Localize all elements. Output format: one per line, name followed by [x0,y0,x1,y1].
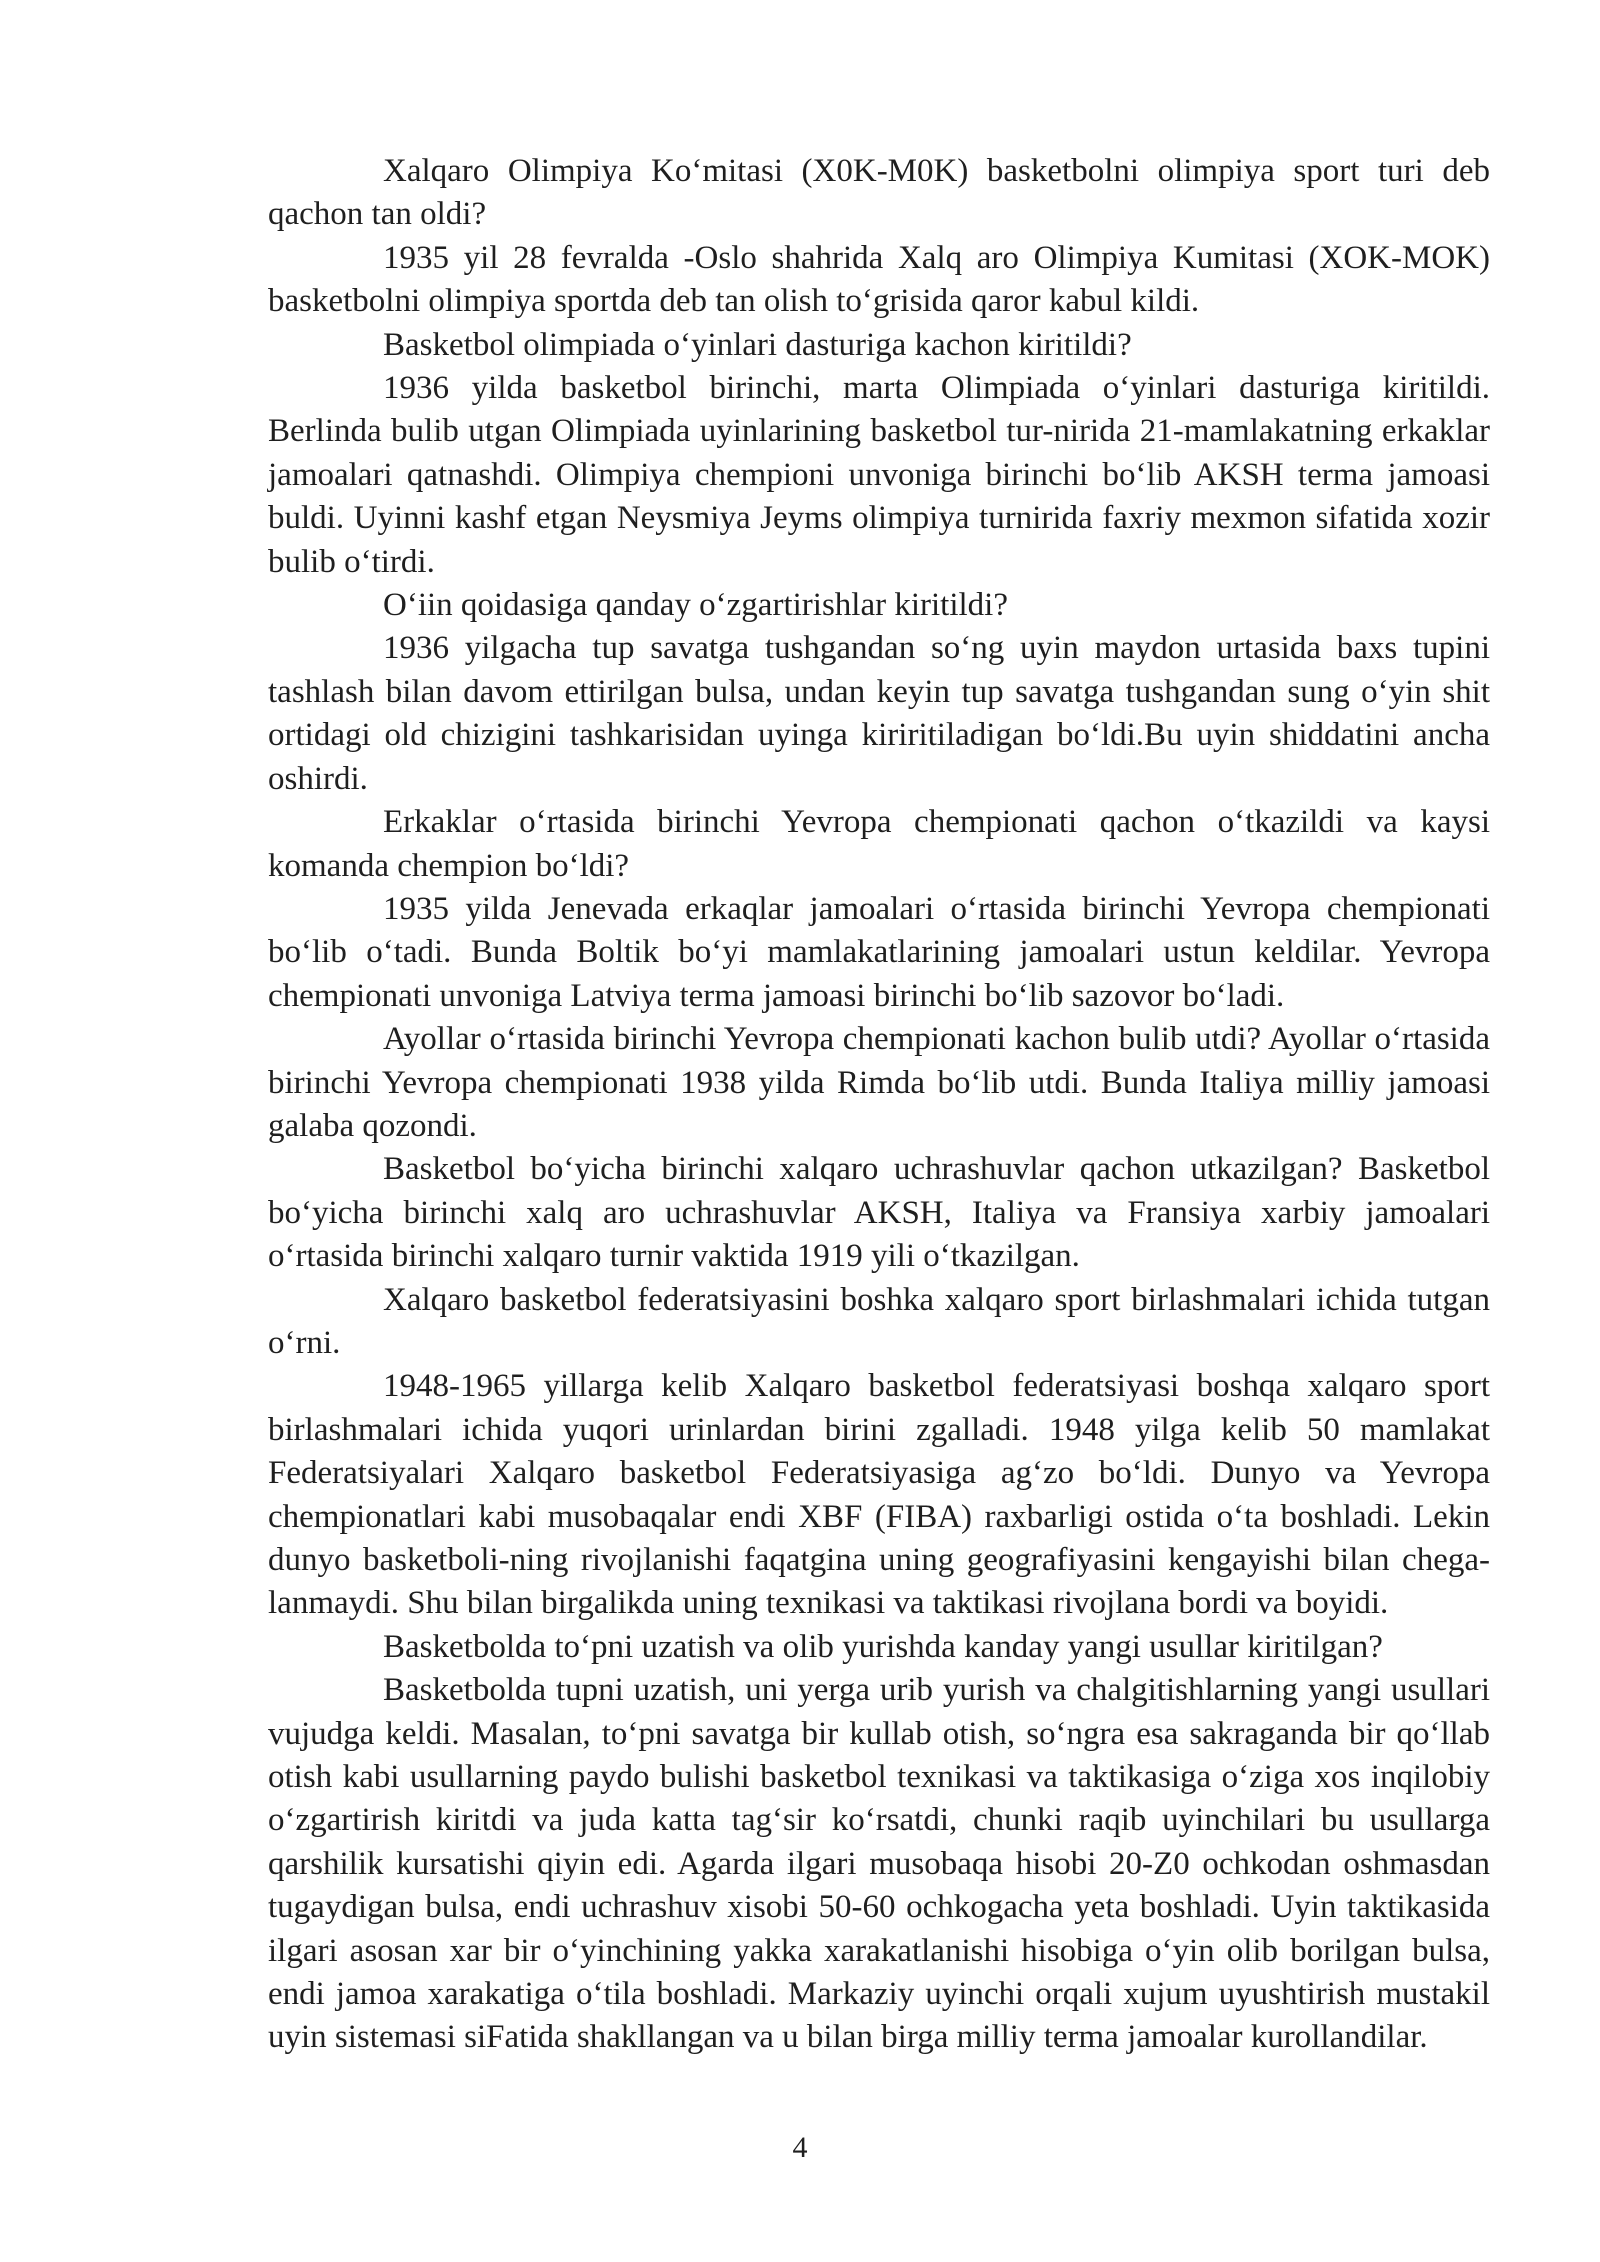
paragraph-answer-mens-european-championship: 1935 yilda Jenevada erkaqlar jamoalari oʻrtasida birinchi Yevropa chempionati boʻlib oʻtadi. Bunda Boltik boʻyi mamlakatlarining jamoalari ustun keldilar. Yevropa chempionati unvoniga Latviya terma jamoasi birinchi boʻlib sazovor boʻladi. [268,890,1490,1014]
paragraph-question-rule-changes: Oʻiin qoidasiga qanday oʻzgartirishlar kiritildi? [383,587,1008,624]
page-number: 4 [792,2131,808,2164]
paragraph-answer-olympic-program: 1936 yilda basketbol birinchi, marta Olimpiada oʻyinlari dasturiga kiritildi. Berlinda bulib utgan Olimpiada uyinlarining basketbol tur-nirida 21-mamlakatning erkaklar jamoalari qatnashdi. Olimpiya chempioni unvoniga birinchi boʻlib AKSH terma jamoasi buldi. Uyinni kashf etgan Neysmiya Jeyms olimpiya turnirida faxriy mexmon sifatida xozir bulib oʻtirdi. [268,370,1490,580]
paragraph-question-ioc-recognition: Xalqaro Olimpiya Koʻmitasi (X0K-M0K) basketbolni olimpiya sport turi deb qachon tan oldi? [268,153,1490,233]
paragraph-question-fiba-role: Xalqaro basketbol federatsiyasini boshka xalqaro sport birlashmalari ichida tutgan oʻrni. [268,1281,1490,1361]
paragraph-question-mens-european-championship: Erkaklar oʻrtasida birinchi Yevropa chempionati qachon oʻtkazildi va kaysi komanda chempion boʻldi? [268,804,1490,884]
paragraph-answer-passing-dribbling: Basketbolda tupni uzatish, uni yerga urib yurish va chalgitishlarning yangi usullari vujudga keldi. Masalan, toʻpni savatga bir kullab otish, soʻngra esa sakraganda bir qoʻllab otish kabi usullarning paydo bulishi basketbol texnikasi va taktikasiga oʻziga xos inqilobiy oʻzgartirish kiritdi va juda katta tagʻsir koʻrsatdi, chunki raqib uyinchilari bu usullarga qarshilik kursatishi qiyin edi. Agarda ilgari musobaqa hisobi 20-Z0 ochkodan oshmasdan tugaydigan bulsa, endi uchrashuv xisobi 50-60 ochkogacha yeta boshladi. Uyin taktikasida ilgari asosan xar bir oʻyinchining yakka xarakatlanishi hisobiga oʻyin olib borilgan bulsa, endi jamoa xarakatiga oʻtila boshladi. Markaziy uyinchi orqali xujum uyushtirish mustakil uyin sistemasi siFatida shakllangan va u bilan birga milliy terma jamoalar kurollandilar. [268,1672,1490,2056]
paragraph-first-international-matches: Basketbol boʻyicha birinchi xalqaro uchrashuvlar qachon utkazilgan? Basketbol boʻyicha birinchi xalq aro uchrashuvlar AKSH, Italiya va Fransiya xarbiy jamoalari oʻrtasida birinchi xalqaro turnir vaktida 1919 yili oʻtkazilgan. [268,1151,1490,1275]
body-text [268,150,1490,2060]
paragraph-answer-ioc-recognition: 1935 yil 28 fevralda -Oslo shahrida Xalq aro Olimpiya Kumitasi (XOK-MOK) basketbolni olimpiya sportda deb tan olish toʻgrisida qaror kabul kildi. [268,239,1490,320]
paragraph-womens-european-championship: Ayollar oʻrtasida birinchi Yevropa chempionati kachon bulib utdi? Ayollar oʻrtasida birinchi Yevropa chempionati 1938 yilda Rimda boʻlib utdi. Bunda Italiya milliy jamoasi galaba qozondi. [268,1021,1490,1144]
paragraph-question-passing-dribbling: Basketbolda toʻpni uzatish va olib yurishda kanday yangi usullar kiritilgan? [383,1628,1383,1665]
paragraph-question-olympic-program: Basketbol olimpiada oʻyinlari dasturiga kachon kiritildi? [383,326,1132,363]
paragraph-answer-fiba-role: 1948-1965 yillarga kelib Xalqaro basketbol federatsiyasi boshqa xalqaro sport birlashmalari ichida yuqori urinlardan birini zgalladi. 1948 yilga kelib 50 mamlakat Federatsiyalari Xalqaro basketbol Federatsiyasiga agʻzo boʻldi. Dunyo va Yevropa chempionatlari kabi musobaqalar endi XBF (FIBA) raxbarligi ostida oʻta boshladi. Lekin dunyo basketboli-ning rivojlanishi faqatgina uning geografiyasini kengayishi bilan chega-lanmaydi. Shu bilan birgalikda uning texnikasi va taktikasi rivojlana bordi va boyidi. [268,1368,1490,1622]
paragraph-answer-rule-changes: 1936 yilgacha tup savatga tushgandan soʻng uyin maydon urtasida baxs tupini tashlash bilan davom ettirilgan bulsa, undan keyin tup savatga tushgandan sung oʻyin shit ortidagi old chizigini tashkarisidan uyinga kiriritiladigan boʻldi.Bu uyin shiddatini ancha oshirdi. [268,630,1490,797]
